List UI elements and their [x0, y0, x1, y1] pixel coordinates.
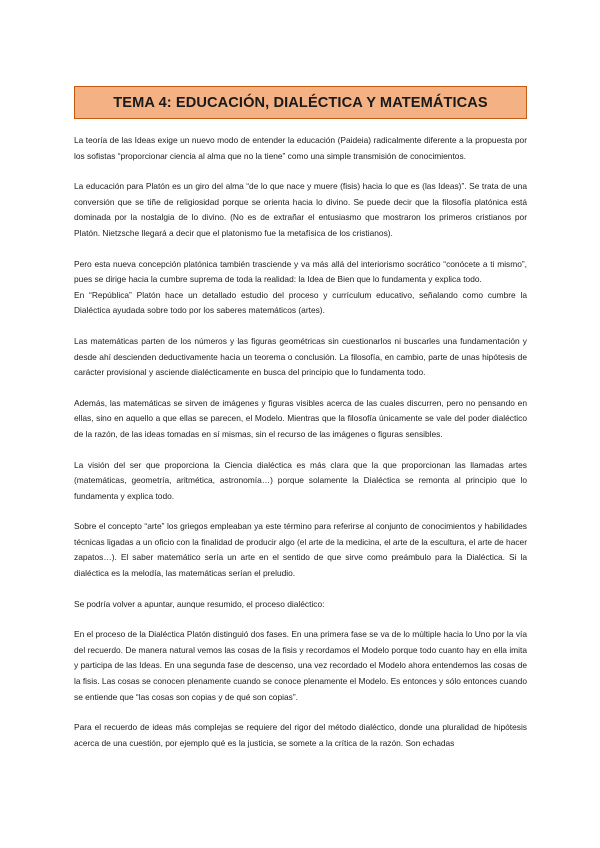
document-body: [74, 133, 527, 766]
page-title: TEMA 4: EDUCACIÓN, DIALÉCTICA Y MATEMÁTICAS: [113, 94, 488, 111]
paragraph: Además, las matemáticas se sirven de imágenes y figuras visibles acerca de las cuales discurren, pero no pensando en ellas, sino en aquello a que ellas se parecen, el Modelo. Mientras que la filosofía únicamente se vale del poder dialéctico de la razón, de las ideas tomadas en sí mismas, sin el recurso de las imágenes o figuras sensibles.: [74, 397, 527, 439]
title-banner: [74, 86, 527, 119]
paragraph: La teoría de las Ideas exige un nuevo modo de entender la educación (Paideia) radicalmente diferente a la propuesta por los sofistas “proporcionar ciencia al alma que no la tiene” como una simple transmisión de conocimientos.: [74, 135, 527, 161]
paragraph: La educación para Platón es un giro del alma “de lo que nace y muere (fisis) hacia lo que es (las Ideas)”. Se trata de una conversión que se tiñe de religiosidad porque se orienta hacia lo divino. Se puede decir que la filosofía platónica está dominada por la nostalgia de lo divino. (No es de extrañar el entusiasmo que mostraron los primeros cristianos por Platón. Nietzsche llegará a decir que el platonismo fue la metafísica de los cristianos).: [74, 181, 527, 238]
paragraph: Se podría volver a apuntar, aunque resumido, el proceso dialéctico:: [74, 598, 325, 609]
paragraph: Sobre el concepto “arte” los griegos empleaban ya este término para referirse al conjunto de conocimientos y habilidades técnicas ligadas a un oficio con la finalidad de producir algo (el arte de la medicina, el arte de la escultura, el arte de hacer zapatos…). El saber matemático sería un arte en el sentido de que sirve como preámbulo para la Dialéctica. Si la dialéctica es la melodía, las matemáticas serían el preludio.: [74, 521, 527, 579]
paragraph: Las matemáticas parten de los números y las figuras geométricas sin cuestionarlos ni buscarles una fundamentación y desde ahí descienden deductivamente hacia un teorema o conclusión. La filosofía, en cambio, parte de unas hipótesis de carácter provisional y asciende dialécticamente en busca del principio que lo fundamenta todo.: [74, 335, 527, 378]
paragraph: En el proceso de la Dialéctica Platón distinguió dos fases. En una primera fase se va de lo múltiple hacia lo Uno por la vía del recuerdo. De manera natural vemos las cosas de la fisis y recordamos el Modelo porque todo cuanto hay en ella imita y participa de las Ideas. En una segunda fase de descenso, una vez recordado el Modelo ahora entendemos las cosas de la fisis. Las cosas se conocen plenamente cuando se conoce plenamente el Modelo. Es entonces y sólo entonces cuando se entiende que “las cosas son copias y de qué son copias”.: [74, 629, 528, 702]
paragraph: Para el recuerdo de ideas más complejas se requiere del rigor del método dialéctico, donde una pluralidad de hipótesis acerca de una cuestión, por ejemplo qué es la justicia, se somete a la crítica de la razón. Son echadas: [74, 722, 527, 748]
paragraph: En “República” Platón hace un detallado estudio del proceso y currículum educativo, señalando como cumbre la Dialéctica ayudada sobre todo por los saberes matemáticos (artes).: [74, 289, 527, 316]
paragraph: La visión del ser que proporciona la Ciencia dialéctica es más clara que la que proporcionan las llamadas artes (matemáticas, geometría, aritmética, astronomía…) porque solamente la Dialéctica se remonta al principio que lo fundamenta y explica todo.: [74, 459, 527, 501]
paragraph: Pero esta nueva concepción platónica también trasciende y va más allá del interiorismo socrático “conócete a ti mismo”, pues se dirige hacia la cumbre suprema de toda la realidad: la Idea de Bien que lo fundamenta y explica todo.: [74, 258, 527, 285]
